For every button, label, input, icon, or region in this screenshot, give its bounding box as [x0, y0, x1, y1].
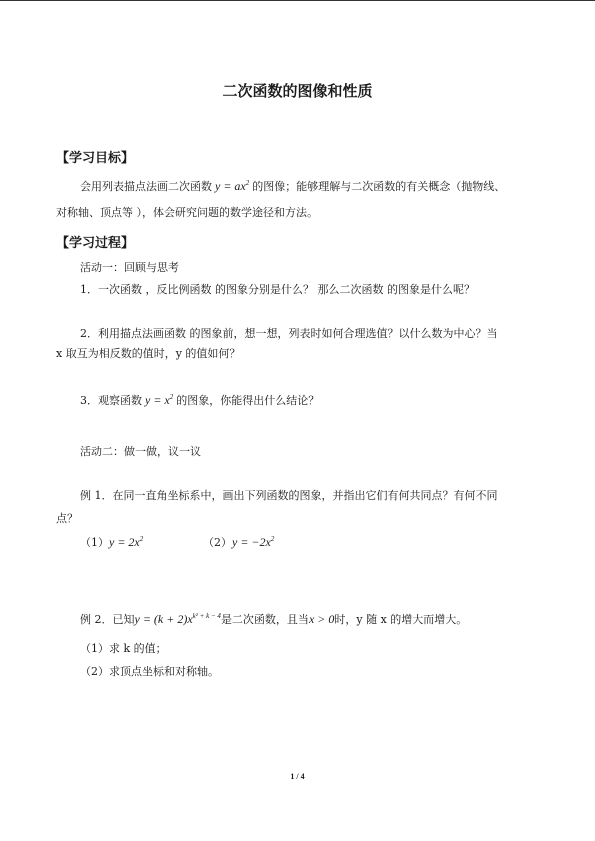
- process-heading: 【学习过程】: [56, 236, 135, 251]
- activity2-title: 活动二：做一做，议一议: [80, 445, 201, 458]
- question-3-text-a: 3．观察函数: [80, 394, 142, 407]
- example-2-text-b: 是二次函数，且当: [220, 613, 309, 626]
- example-2-text-a: 例 2．已知: [80, 613, 135, 626]
- activity1-question-1: 1．一次函数 ，反比例函数 的图象分别是什么？ 那么二次函数 的图象是什么呢？: [80, 283, 475, 296]
- example-1-part-1-formula: [109, 535, 143, 549]
- example-1-part-1-formula-body: y = 2x: [109, 535, 140, 549]
- goals-line-2: 对称轴、顶点等 ），体会研究问题的数学途径和方法。: [56, 206, 318, 219]
- page-title: 二次函数的图像和性质: [222, 82, 373, 100]
- example-1-line-1: 例 1．在同一直角坐标系中，画出下列函数的图象，并指出它们有何共同点？有何不同: [80, 489, 498, 502]
- example-2-question-2: （2）求顶点坐标和对称轴。: [80, 665, 219, 678]
- top-border-line: [0, 0, 595, 1]
- example-1-part-2-formula-body: y = −2x: [232, 535, 271, 549]
- example-2-text-c: 时，y 随 x 的增大而增大。: [334, 613, 468, 626]
- example-1-part-2-formula: [232, 535, 274, 549]
- question-3-formula-body: y = x: [145, 393, 170, 407]
- goals-formula-exponent: 2: [245, 179, 250, 187]
- goals-line-1: [80, 179, 505, 194]
- example-1-part-2: [203, 535, 274, 550]
- example-1-part-2-label: （2）: [203, 536, 232, 549]
- activity1-question-2-line-2: x 取互为相反数的值时，y 的值如何？: [56, 347, 241, 360]
- example-2-condition: x > 0: [308, 612, 335, 626]
- example-1-part-1-exponent: 2: [139, 535, 144, 543]
- example-2-exponent: k² + k − 4: [192, 612, 221, 620]
- activity1-question-3: [80, 393, 319, 408]
- activity1-title: 活动一：回顾与思考: [80, 261, 179, 274]
- example-2-formula-body: y = (k + 2)x: [134, 612, 193, 626]
- question-3-text-b: 的图象，你能得出什么结论？: [176, 394, 320, 407]
- example-1-part-2-exponent: 2: [270, 535, 275, 543]
- question-3-formula-exponent: 2: [169, 393, 174, 401]
- example-1-line-2: 点？: [56, 512, 78, 525]
- goals-text-a: 会用列表描点法画二次函数: [80, 180, 212, 193]
- example-1-part-1-label: （1）: [80, 536, 109, 549]
- example-2-statement: [80, 612, 467, 627]
- goals-formula-body: y = ax: [215, 179, 246, 193]
- goals-text-b: 的图像；能够理解与二次函数的有关概念（抛物线、: [252, 180, 506, 193]
- goals-formula: [212, 179, 252, 193]
- goals-heading: 【学习目标】: [56, 151, 135, 166]
- example-2-formula: [135, 612, 221, 626]
- question-3-formula: [142, 393, 176, 407]
- example-1-part-1: [80, 535, 143, 550]
- example-2-question-1: （1）求 k 的值；: [80, 642, 167, 655]
- activity1-question-2-line-1: 2．利用描点法画函数 的图象前，想一想，列表时如何合理选值？以什么数为中心？当: [80, 327, 498, 340]
- page-number: 1 / 4: [290, 772, 305, 781]
